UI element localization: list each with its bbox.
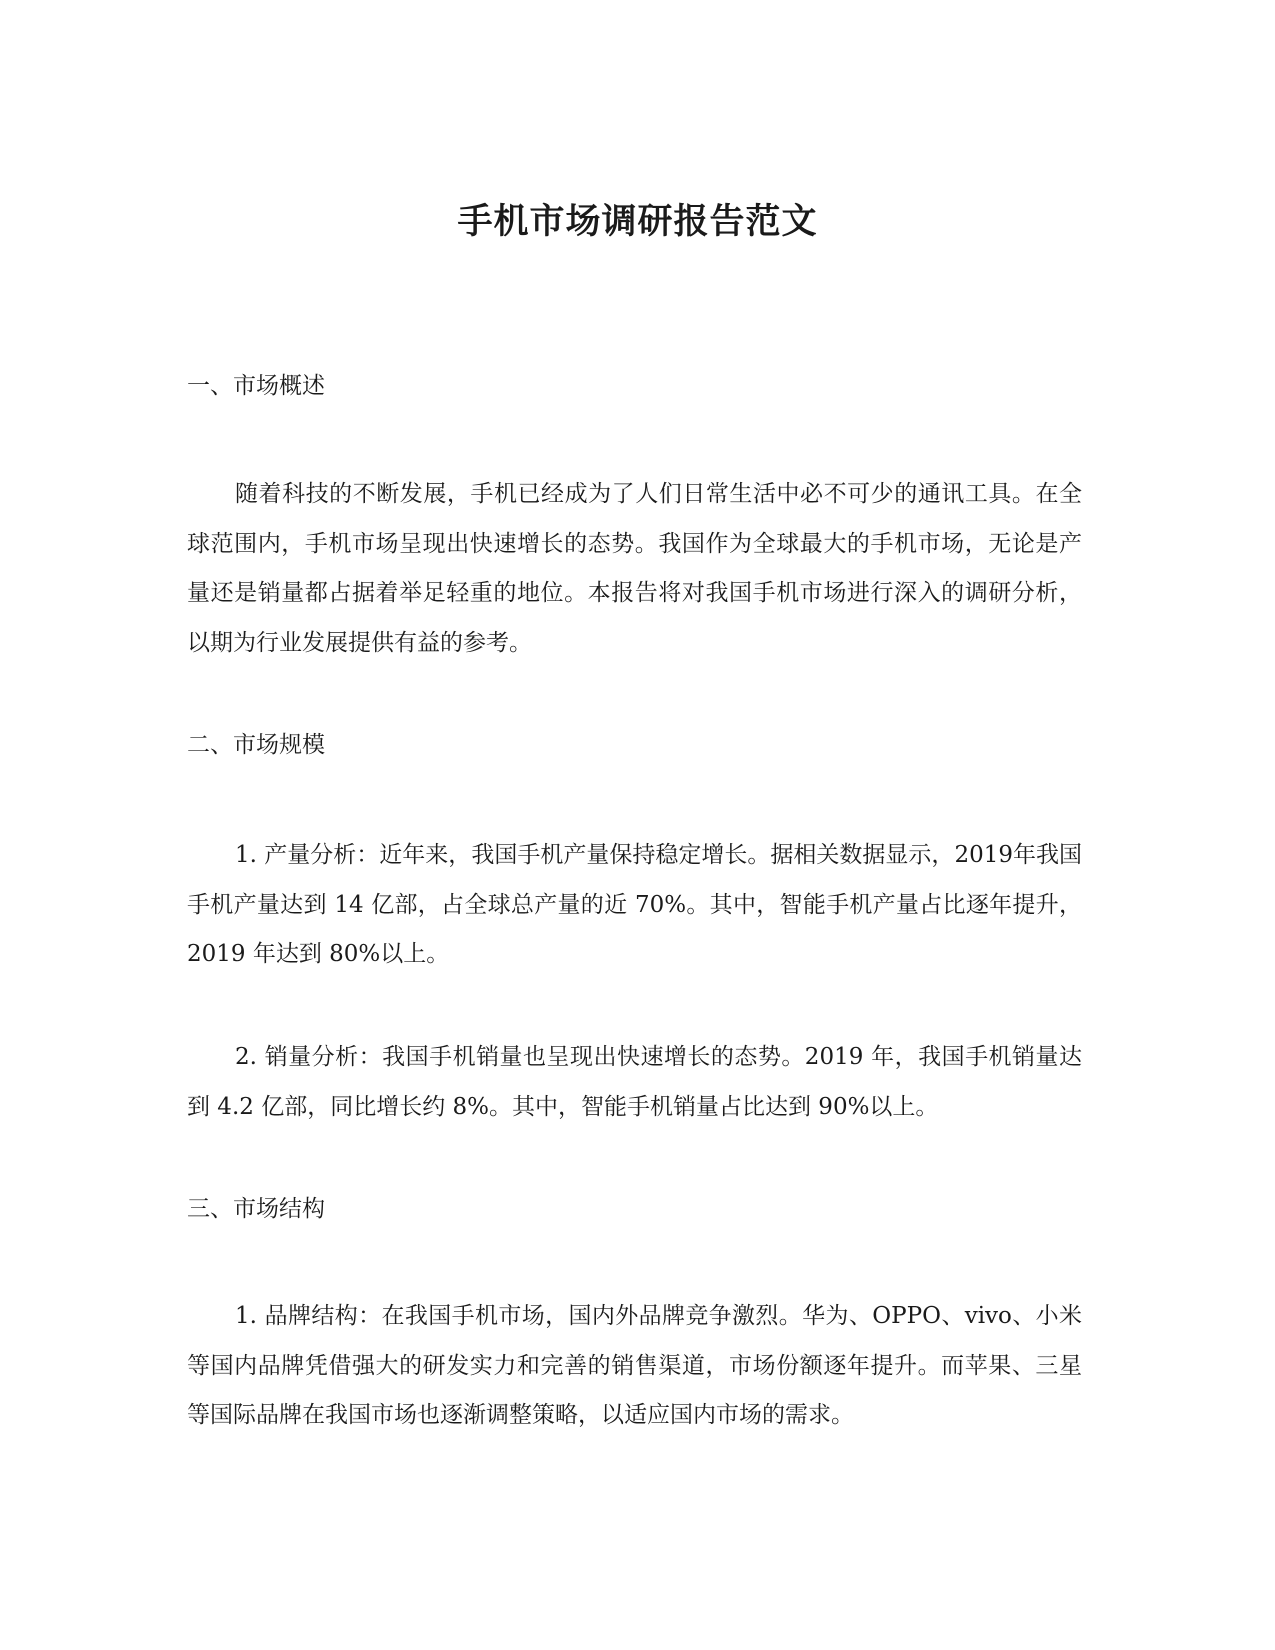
section-heading-market-overview: 一、市场概述 — [187, 373, 325, 399]
document-title: 手机市场调研报告范文 — [457, 201, 818, 242]
paragraph-sales-analysis: 2. 销量分析：我国手机销量也呈现出快速增长的态势。2019 年，我国手机销量达到 4.2 亿部，同比增长约 8%。其中，智能手机销量占比达到 90%以上。 — [187, 1044, 1082, 1120]
section-heading-market-scale: 二、市场规模 — [187, 732, 325, 758]
paragraph-market-overview: 随着科技的不断发展，手机已经成为了人们日常生活中必不可少的通讯工具。在全球范围内，手机市场呈现出快速增长的态势。我国作为全球最大的手机市场，无论是产量还是销量都占据着举足轻重的地位。本报告将对我国手机市场进行深入的调研分析，以期为行业发展提供有益的参考。 — [187, 481, 1082, 656]
paragraph-production-analysis: 1. 产量分析：近年来，我国手机产量保持稳定增长。据相关数据显示，2019年我国手机产量达到 14 亿部，占全球总产量的近 70%。其中，智能手机产量占比逐年提升，2019 年达到 80%以上。 — [187, 842, 1082, 967]
paragraph-brand-structure: 1. 品牌结构：在我国手机市场，国内外品牌竞争激烈。华为、OPPO、vivo、小米等国内品牌凭借强大的研发实力和完善的销售渠道，市场份额逐年提升。而苹果、三星等国际品牌在我国市场也逐渐调整策略，以适应国内市场的需求。 — [187, 1303, 1082, 1428]
section-heading-market-structure: 三、市场结构 — [187, 1196, 325, 1222]
